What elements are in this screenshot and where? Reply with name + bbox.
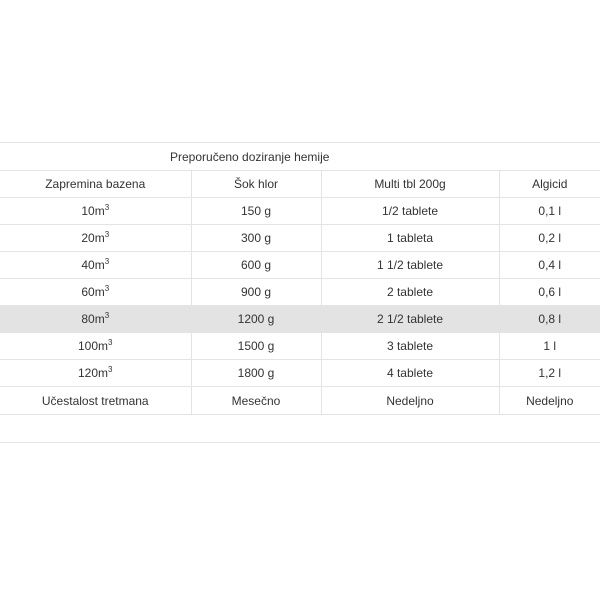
volume-value: 60m bbox=[81, 285, 105, 299]
volume-cell bbox=[0, 279, 191, 306]
multi-cell: 2 tablete bbox=[321, 279, 499, 306]
volume-value: 120m bbox=[78, 366, 109, 380]
table-caption-row bbox=[0, 143, 600, 171]
algicide-cell: 0,8 l bbox=[499, 306, 600, 333]
frequency-multi: Nedeljno bbox=[321, 387, 499, 415]
table-row bbox=[0, 252, 600, 279]
frequency-label: Učestalost tretmana bbox=[0, 387, 191, 415]
header-shock-chlorine: Šok hlor bbox=[191, 171, 321, 198]
shock-cell: 900 g bbox=[191, 279, 321, 306]
algicide-cell: 1,2 l bbox=[499, 360, 600, 387]
volume-cell bbox=[0, 306, 191, 333]
volume-exponent: 3 bbox=[104, 311, 110, 320]
multi-cell: 2 1/2 tablete bbox=[321, 306, 499, 333]
table-row bbox=[0, 279, 600, 306]
volume-value: 20m bbox=[81, 231, 105, 245]
chemical-dosing-table bbox=[0, 142, 600, 443]
volume-cell bbox=[0, 198, 191, 225]
algicide-cell: 0,2 l bbox=[499, 225, 600, 252]
table-row-highlighted bbox=[0, 306, 600, 333]
volume-cell bbox=[0, 333, 191, 360]
multi-cell: 3 tablete bbox=[321, 333, 499, 360]
multi-cell: 4 tablete bbox=[321, 360, 499, 387]
table-row bbox=[0, 225, 600, 252]
volume-value: 40m bbox=[81, 258, 105, 272]
volume-cell bbox=[0, 252, 191, 279]
table-caption: Preporučeno doziranje hemije bbox=[0, 143, 600, 171]
shock-cell: 300 g bbox=[191, 225, 321, 252]
volume-exponent: 3 bbox=[108, 365, 113, 374]
volume-value: 100m bbox=[78, 339, 109, 353]
shock-cell: 1200 g bbox=[191, 306, 321, 333]
multi-cell: 1 tableta bbox=[321, 225, 499, 252]
volume-cell bbox=[0, 360, 191, 387]
table-spacer-row bbox=[0, 415, 600, 443]
header-pool-volume: Zapremina bazena bbox=[0, 171, 191, 198]
frequency-row bbox=[0, 387, 600, 415]
volume-cell bbox=[0, 225, 191, 252]
volume-exponent: 3 bbox=[104, 257, 110, 266]
shock-cell: 1500 g bbox=[191, 333, 321, 360]
algicide-cell: 0,1 l bbox=[499, 198, 600, 225]
header-multi-tablet: Multi tbl 200g bbox=[321, 171, 499, 198]
frequency-algicide: Nedeljno bbox=[499, 387, 600, 415]
volume-exponent: 3 bbox=[104, 230, 110, 239]
shock-cell: 600 g bbox=[191, 252, 321, 279]
table-row bbox=[0, 198, 600, 225]
volume-exponent: 3 bbox=[108, 338, 113, 347]
algicide-cell: 0,6 l bbox=[499, 279, 600, 306]
table-row bbox=[0, 333, 600, 360]
frequency-shock: Mesečno bbox=[191, 387, 321, 415]
volume-value: 80m bbox=[81, 312, 105, 326]
volume-exponent: 3 bbox=[104, 203, 110, 212]
algicide-cell: 0,4 l bbox=[499, 252, 600, 279]
multi-cell: 1/2 tablete bbox=[321, 198, 499, 225]
shock-cell: 1800 g bbox=[191, 360, 321, 387]
multi-cell: 1 1/2 tablete bbox=[321, 252, 499, 279]
algicide-cell: 1 l bbox=[499, 333, 600, 360]
header-algicide: Algicid bbox=[499, 171, 600, 198]
volume-exponent: 3 bbox=[104, 284, 110, 293]
table-row bbox=[0, 360, 600, 387]
shock-cell: 150 g bbox=[191, 198, 321, 225]
table-spacer bbox=[0, 415, 600, 443]
volume-value: 10m bbox=[81, 204, 105, 218]
table-header-row bbox=[0, 171, 600, 198]
